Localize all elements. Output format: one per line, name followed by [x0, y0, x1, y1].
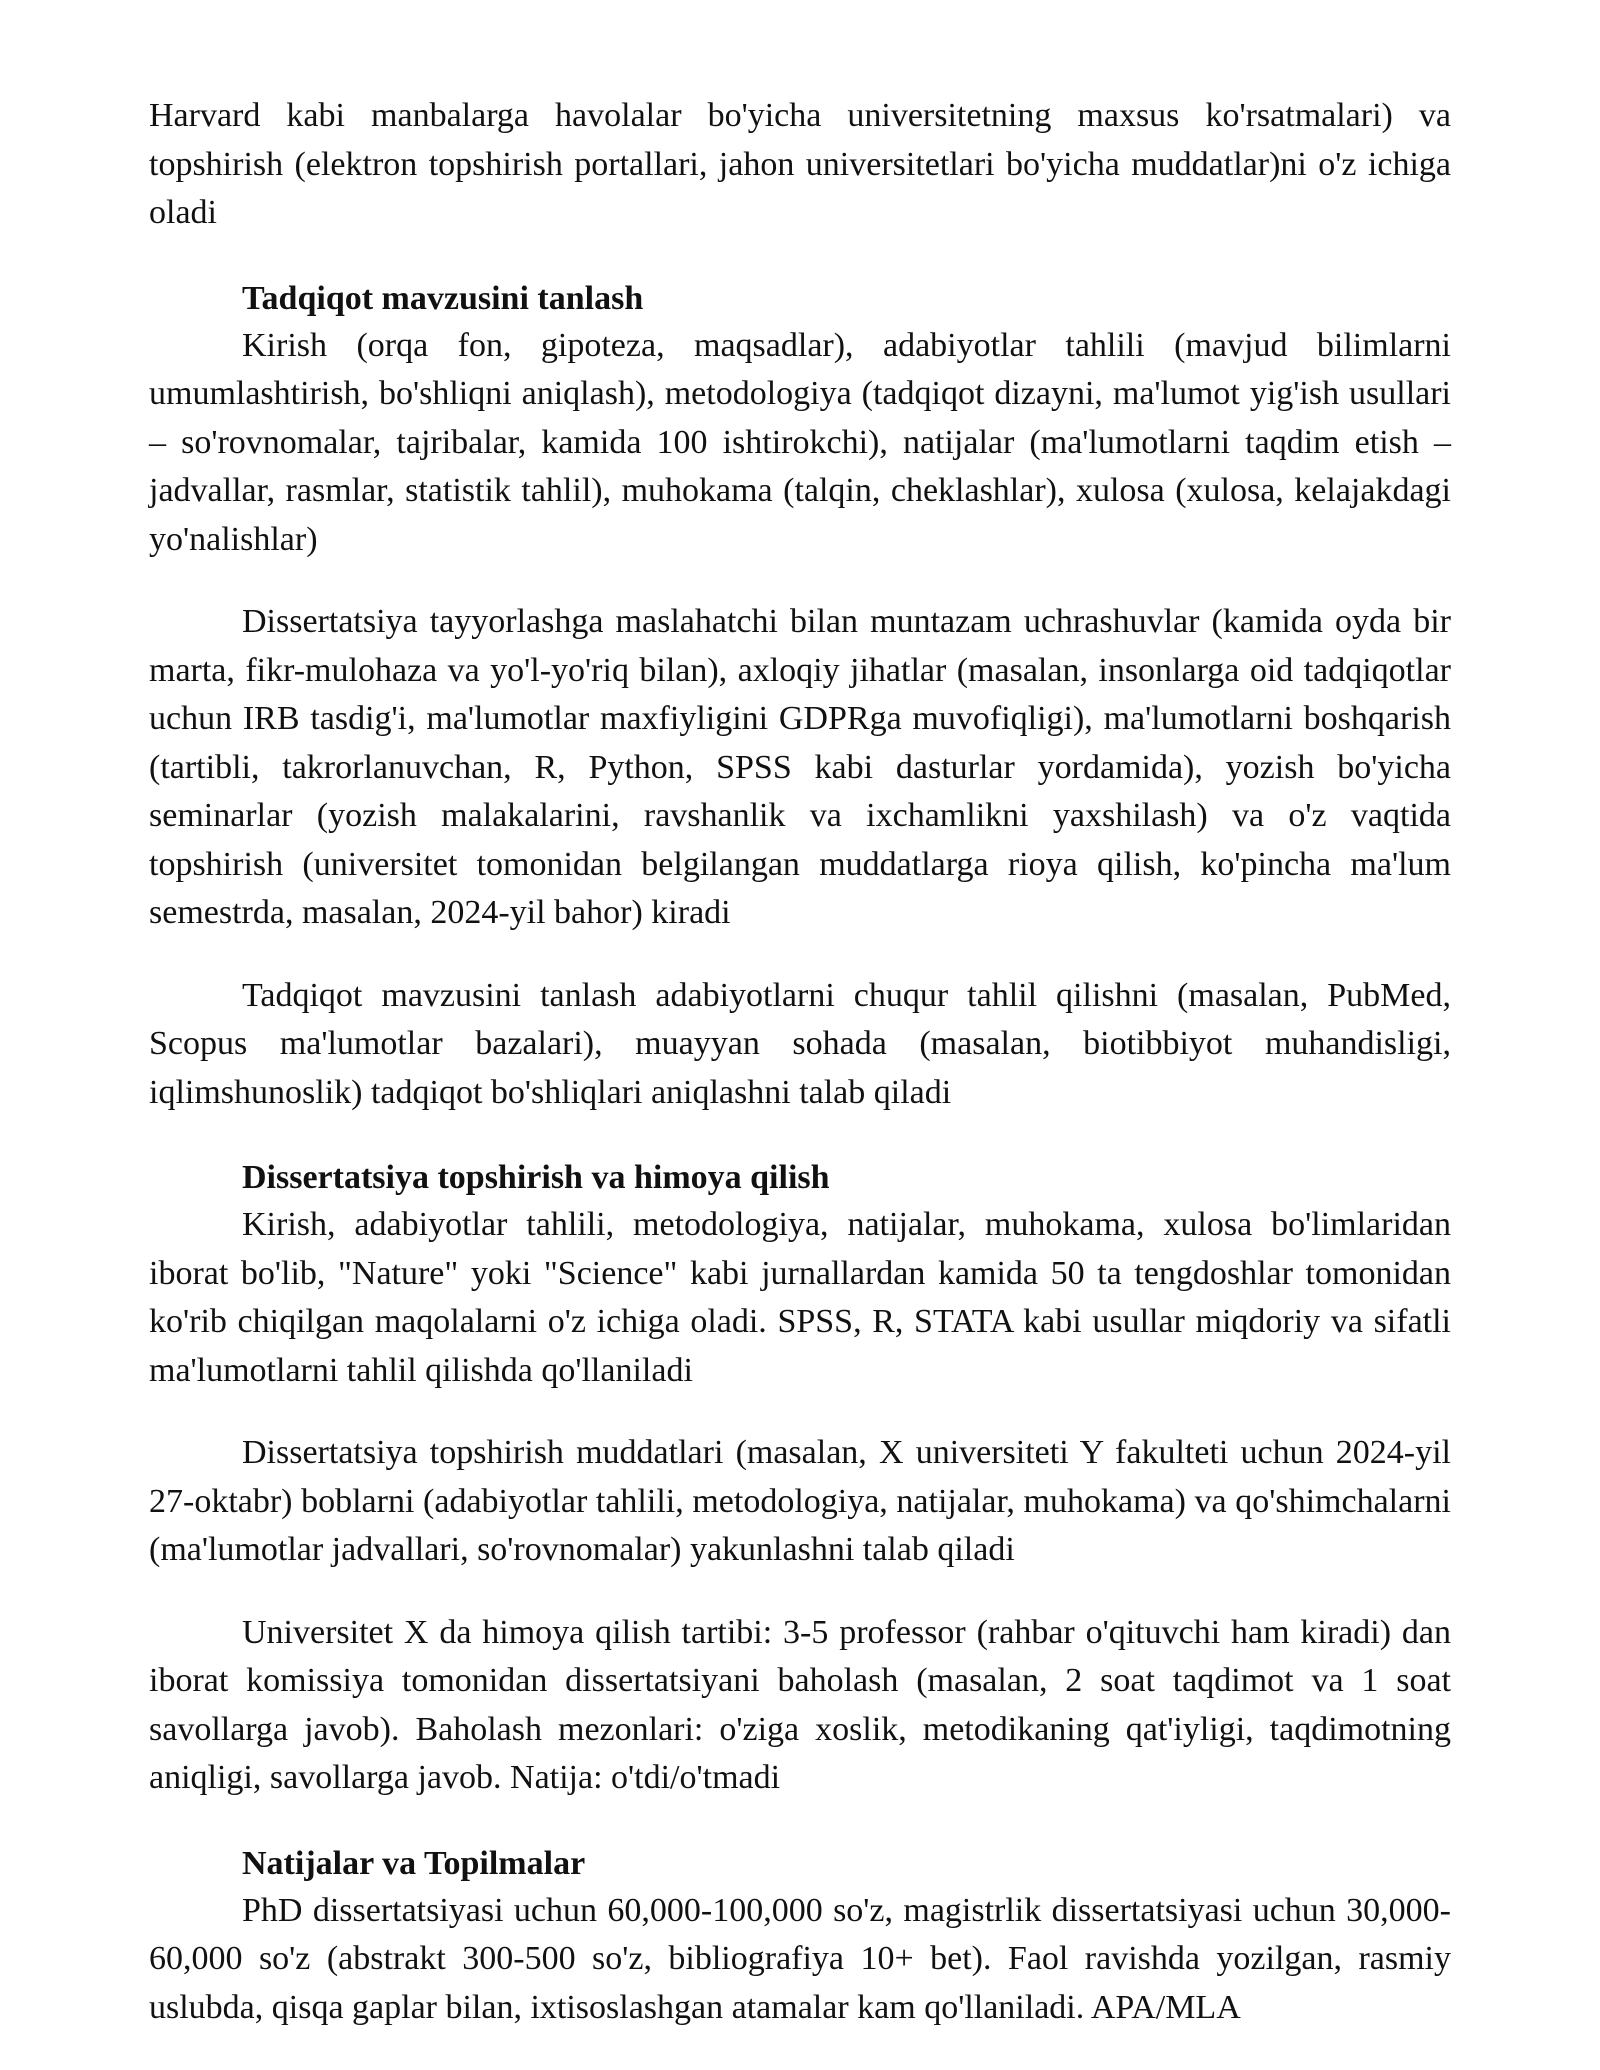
body-paragraph: PhD dissertatsiyasi uchun 60,000-100,000 so'z, magistrlik dissertatsiyasi uchun 30,000-60,000 so'z (abstrakt 300-500 so'z, bibliografiya 10+ bet). Faol ravishda yozilgan, rasmiy uslubda, qisqa gaplar bilan, ixtisoslashgan atamalar kam qo'llaniladi. APA/MLA — [149, 1891, 1451, 2026]
body-paragraph: Kirish (orqa fon, gipoteza, maqsadlar), adabiyotlar tahlili (mavjud bilimlarni umumlashtirish, bo'shliqni aniqlash), metodologiya (tadqiqot dizayni, ma'lumot yig'ish usullari – so'rovnomalar, tajribalar, kamida 100 ishtirokchi), natijalar (ma'lumotlarni taqdim etish – jadvallar, rasmlar, statistik tahlil), muhokama (talqin, cheklashlar), xulosa (xulosa, kelajakdagi yo'nalishlar) — [149, 326, 1451, 558]
spacer — [149, 1575, 1451, 1609]
body-paragraph: Tadqiqot mavzusini tanlash adabiyotlarni chuqur tahlil qilishni (masalan, PubMed, Scopus ma'lumotlar bazalari), muayyan sohada (masalan, biotibbiyot muhandisligi, iqlimshunoslik) tadqiqot bo'shliqlari aniqlashni talab qiladi — [149, 976, 1451, 1111]
body-paragraph: Dissertatsiya topshirish muddatlari (masalan, X universiteti Y fakulteti uchun 2024-yil 27-oktabr) boblarni (adabiyotlar tahlili, metodologiya, natijalar, muhokama) va qo'shimchalarni (ma'lumotlar jadvallari, so'rovnomalar) yakunlashni talab qiladi — [149, 1434, 1451, 1568]
body-paragraph: Kirish, adabiyotlar tahlili, metodologiya, natijalar, muhokama, xulosa bo'limlaridan iborat bo'lib, "Nature" yoki "Science" kabi jurnallardan kamida 50 ta tengdoshlar tomonidan ko'rib chiqilgan maqolalarni o'z ichiga oladi. SPSS, R, STATA kabi usullar miqdoriy va sifatli ma'lumotlarni tahlil qilishda qo'llaniladi — [149, 1206, 1451, 1389]
section-heading: Tadqiqot mavzusini tanlash — [242, 279, 644, 317]
spacer — [149, 1117, 1451, 1155]
spacer — [149, 564, 1451, 598]
intro-paragraph: Harvard kabi manbalarga havolalar bo'yicha universitetning maxsus ko'rsatmalari) va topshirish (elektron topshirish portallari, jahon universitetlari bo'yicha muddatlar)ni o'z ichiga oladi — [149, 97, 1451, 231]
document-page — [149, 92, 1451, 2032]
spacer — [149, 238, 1451, 276]
body-paragraph: Dissertatsiya tayyorlashga maslahatchi bilan muntazam uchrashuvlar (kamida oyda bir marta, fikr-mulohaza va yo'l-yo'riq bilan), axloqiy jihatlar (masalan, insonlarga oid tadqiqotlar uchun IRB tasdig'i, ma'lumotlar maxfiyligini GDPRga muvofiqligi), ma'lumotlarni boshqarish (tartibli, takrorlanuvchan, R, Python, SPSS kabi dasturlar yordamida), yozish bo'yicha seminarlar (yozish malakalarini, ravshanlik va ixchamlikni yaxshilash) va o'z vaqtida topshirish (universitet tomonidan belgilangan muddatlarga rioya qilish, ko'pincha ma'lum semestrda, masalan, 2024-yil bahor) kiradi — [149, 603, 1451, 931]
body-paragraph: Universitet X da himoya qilish tartibi: 3-5 professor (rahbar o'qituvchi ham kiradi) dan iborat komissiya tomonidan dissertatsiyani baholash (masalan, 2 soat taqdimot va 1 soat savollarga javob). Baholash mezonlari: o'ziga xoslik, metodikaning qat'iyligi, taqdimotning aniqligi, savollarga javob. Natija: o'tdi/o'tmadi — [149, 1613, 1451, 1796]
spacer — [149, 938, 1451, 972]
spacer — [149, 1395, 1451, 1429]
section-heading: Natijalar va Topilmalar — [242, 1844, 586, 1882]
spacer — [149, 1803, 1451, 1841]
section-heading: Dissertatsiya topshirish va himoya qilish — [242, 1159, 830, 1196]
